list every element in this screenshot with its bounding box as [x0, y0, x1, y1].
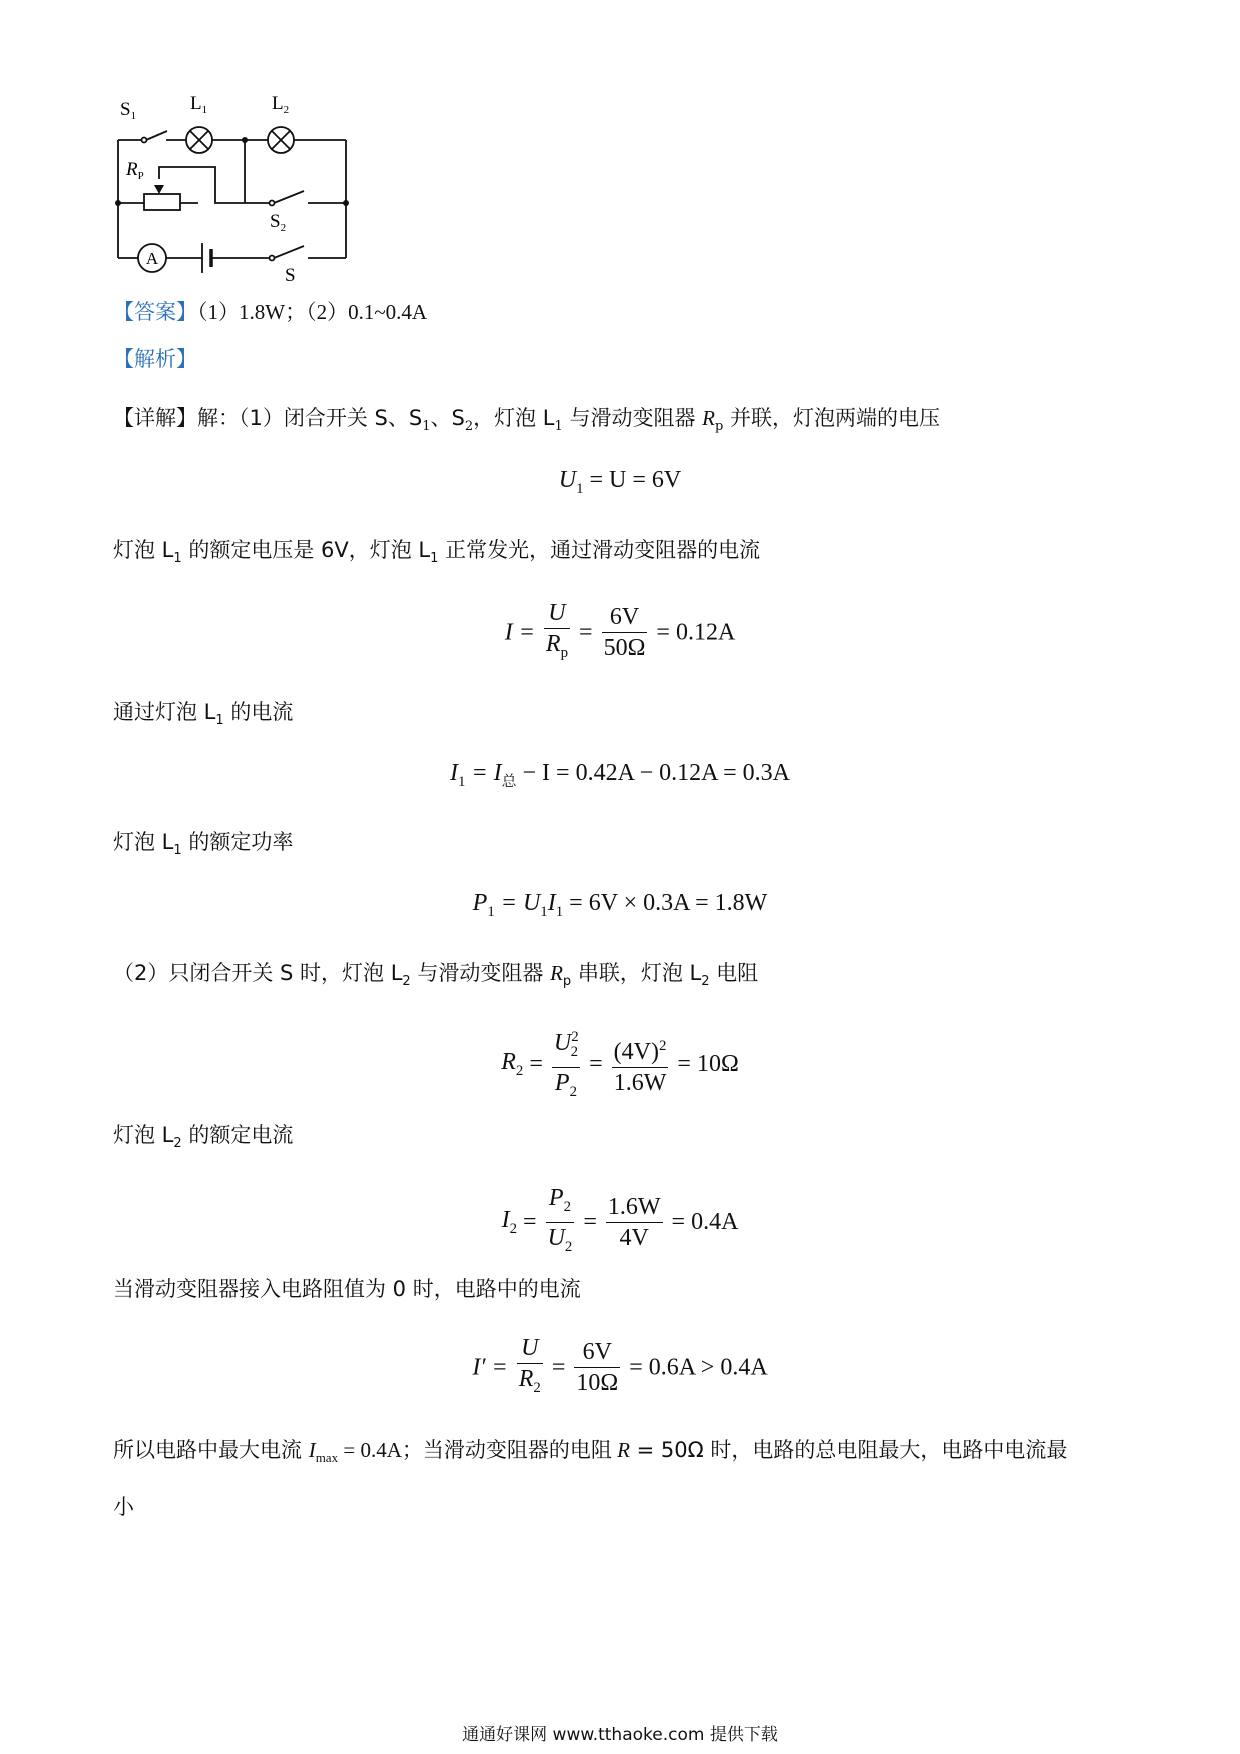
detail-paragraph: 【详解】解：（1）闭合开关 S、$S_1$、$S_2$，灯泡 $L_1$ 与滑动变阻器 $R_p$ 并联，灯泡两端的电压 — [113, 406, 940, 435]
circuit-diagram — [110, 95, 360, 285]
paragraph-conclusion-end: 小 — [113, 1495, 134, 1519]
equation-l1-current: $I_1 = I_总 - I = 0.42A - 0.12A = 0.3A$ — [450, 760, 790, 790]
detail-label: 【详解】 — [113, 406, 197, 430]
label-ammeter: A — [145, 249, 159, 268]
paragraph-part2: （2）只闭合开关 S 时，灯泡 $L_2$ 与滑动变阻器 $R_p$ 串联，灯泡 $L_2$ 电阻 — [113, 961, 759, 990]
paragraph-rated-voltage: 灯泡 $L_1$ 的额定电压是 6V，灯泡 $L_1$ 正常发光，通过滑动变阻器的电流 — [113, 538, 761, 567]
label-rp: $R_P$ — [126, 159, 144, 182]
label-l1: $L_1$ — [190, 95, 208, 116]
label-s2: $S_2$ — [270, 211, 287, 234]
paragraph-l2-current: 灯泡 $L_2$ 的额定电流 — [113, 1123, 294, 1152]
answer-text: （1）1.8W；（2）0.1~0.4A — [197, 300, 428, 324]
answer-label: 【答案】 — [113, 300, 197, 324]
equation-voltage: $U_1 = U = 6V$ — [558, 467, 682, 497]
answer-line — [113, 297, 427, 327]
paragraph-conclusion: 所以电路中最大电流 $I_{max} = 0.4A$；当滑动变阻器的电阻 R = 50Ω 时，电路的总电阻最大，电路中电流最 — [113, 1438, 1068, 1466]
paragraph-l1-power: 灯泡 $L_1$ 的额定功率 — [113, 830, 294, 859]
label-s: S — [285, 265, 296, 285]
equation-l2-current: $I_2$ = $\frac{P_2}{U_2}$ = $\frac{1.6W}{4V}$ = 0.4A — [501, 1185, 739, 1255]
equation-max-current: I′ = $\frac{U}{R_2}$ = $\frac{6V}{10\Omega}$ = 0.6A > 0.4A — [472, 1335, 768, 1397]
label-s1: $S_1$ — [120, 99, 137, 122]
label-l2: $L_2$ — [272, 95, 290, 116]
equation-l2-resistance: $R_2$ = $\frac{U^2_2}{P_2}$ = $\frac{(4V)^2}{1.6W}$ = 10Ω — [0, 1022, 1240, 1107]
analysis-label: 【解析】 — [113, 347, 197, 371]
paragraph-zero-resistance: 当滑动变阻器接入电路阻值为 0 时，电路中的电流 — [113, 1277, 581, 1301]
equation-rheostat-current: I = $\frac{U}{R_p}$ = $\frac{6V}{50\Omega}$ = 0.12A — [504, 600, 736, 662]
paragraph-l1-current: 通过灯泡 $L_1$ 的电流 — [113, 700, 294, 729]
footer-credit: 通通好课网 www.tthaoke.com 提供下载 — [462, 1725, 778, 1745]
equation-l1-power: $P_1 = U_1I_1 = 6V \times 0.3A = 1.8W$ — [472, 890, 768, 920]
